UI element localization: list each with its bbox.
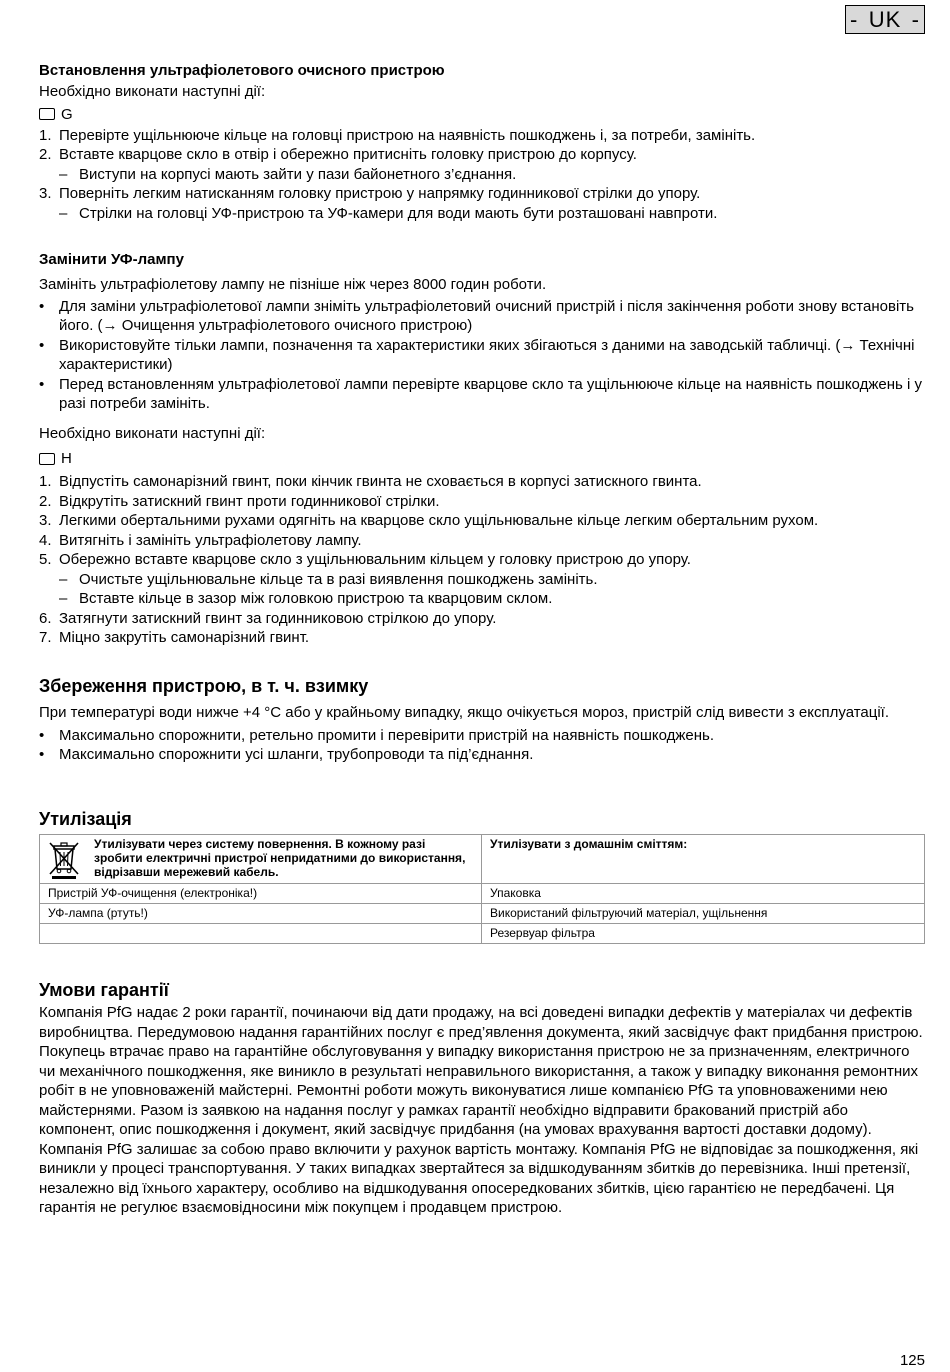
figure-reference (39, 105, 925, 124)
section-storage (39, 675, 925, 765)
disposal-table (39, 834, 925, 944)
warranty-text: Компанія PfG надає 2 роки гарантії, починаючи від дати продажу, на всі доведені випадки дефектів у матеріалах чи дефектів виробництва. Передумовою надання гарантійних послуг є пред’явлення документа, який засвідчує факт придбання пристрою. Покупець втрачає право на гарантійне обслуговування у випадку використання пристрою не за призначенням, електричного чи механічного пошкодження, яке виникло в результаті неправильного використання, а також у випадку виконання ремонтних робіт в не уповноваженій майстерні. Ремонтні роботи можуть виконуватися лише компанією PfG та уповноваженими нею майстернями. Разом із заявкою на надання послуг у рамках гарантії необхідно відправити бракований пристрій або компонент, опис пошкодження і документ, який засвідчує придбання (на умовах врахування вартості доставки додому). Компанія PfG залишає за собою право включити у рахунок вартість монтажу. Компанія PfG не відповідає за пошкодження, які виникли у процесі транспортування. У таких випадках звертайтеся за відшкодуванням збитків до перевізника. Інші претензії, незалежно від їхнього характеру, особливо на відшкодування опосередкованих збитків, цією гарантією не передбачені. Ця гарантія не регулює взаємовідносини між покупцем і продавцем пристрою. (39, 1004, 923, 1216)
step-number: 2. (39, 146, 52, 163)
intro-text: При температурі води нижче +4 °C або у крайньому випадку, якщо очікується мороз, пристрій слід вивести з експлуатації. (39, 704, 890, 721)
bullet-item (39, 336, 925, 375)
table-row (40, 884, 925, 904)
dash-marker: – (59, 570, 68, 588)
figure-label: H (61, 450, 72, 467)
step-item (39, 145, 925, 165)
section-title: Умови гарантії (39, 980, 169, 1000)
intro-text: Замініть ультрафіолетову лампу не пізніше ніж через 8000 годин роботи. (39, 276, 547, 293)
section-warranty (39, 979, 925, 1218)
steps-list (39, 472, 925, 648)
steps-list (39, 126, 925, 224)
bullet-text: Максимально спорожнити усі шланги, трубопроводи та під’єднання. (59, 746, 534, 763)
bullet-icon: • (39, 726, 45, 744)
bullet-list (39, 297, 925, 414)
step-text: Відкрутіть затискний гвинт проти годинникової стрілки. (59, 492, 440, 510)
bullet-item (39, 375, 925, 414)
step-text: Затягнути затискний гвинт за годинниковою стрілкою до упору. (59, 609, 497, 627)
bullet-text: Максимально спорожнити, ретельно промити і перевірити пристрій на наявність пошкоджень. (59, 726, 715, 744)
bullet-text: Для заміни ультрафіолетової лампи зніміть ультрафіолетовий очисний пристрій і після закінчення роботи знову встановіть його. (→ Очищення ультрафіолетового очисного пристрою) (59, 297, 914, 334)
step-item (39, 492, 925, 512)
cell-household: Використаний фільтруючий матеріал, ущільнення (482, 904, 925, 924)
step-text: Легкими обертальними рухами одягніть на кварцове скло ущільнювальне кільце легким обертальним рухом. (59, 512, 819, 529)
section-title: Утилізація (39, 809, 132, 829)
step-item (39, 628, 925, 648)
step-number: 6. (39, 609, 52, 627)
dash-left: - (850, 7, 859, 32)
intro-text: Необхідно виконати наступні дії: (39, 83, 266, 100)
sub-step-item (39, 589, 925, 609)
cell-return: УФ-лампа (ртуть!) (40, 904, 482, 924)
language-code: UK (868, 7, 902, 32)
figure-reference (39, 449, 925, 468)
step-number: 4. (39, 531, 52, 549)
table-row (40, 904, 925, 924)
step-text: Вставте кварцове скло в отвір і обережно притисніть головку пристрою до корпусу. (59, 146, 637, 163)
step-number: 7. (39, 629, 52, 646)
bullet-text: Перед встановленням ультрафіолетової лампи перевірте кварцове скло та ущільнююче кільце на наявність пошкоджень і у разі потреби замініть. (59, 375, 922, 412)
step-text: Стрілки на головці УФ-пристрою та УФ-камери для води мають бути розташовані навпроти. (79, 204, 718, 222)
step-item (39, 511, 925, 531)
bullet-item (39, 745, 925, 765)
cell-household: Резервуар фільтра (482, 924, 925, 944)
figure-icon (39, 108, 55, 120)
sub-step-item (39, 570, 925, 590)
step-number: 1. (39, 126, 52, 144)
table-row (40, 924, 925, 944)
bullet-icon: • (39, 375, 45, 393)
step-number: 2. (39, 492, 52, 510)
step-number: 5. (39, 551, 52, 568)
step-item (39, 184, 925, 204)
dash-marker: – (59, 165, 68, 183)
header-text-return: Утилізувати через систему повернення. В кожному разі зробити електричні пристрої непридатними до використання, відрізавши мережевий кабель. (94, 837, 466, 879)
language-tag (845, 5, 925, 34)
crossed-out-bin-icon (44, 838, 86, 880)
figure-label: G (61, 105, 73, 123)
figure-icon (39, 453, 55, 465)
step-text: Витягніть і замініть ультрафіолетову лампу. (59, 531, 362, 549)
step-text: Міцно закрутіть самонарізний гвинт. (59, 629, 310, 646)
dash-right: - (911, 7, 920, 32)
cell-return: Пристрій УФ-очищення (електроніка!) (40, 884, 482, 904)
bullet-icon: • (39, 297, 45, 315)
intro-text-2: Необхідно виконати наступні дії: (39, 424, 266, 442)
bullet-item (39, 297, 925, 336)
step-text: Перевірте ущільнююче кільце на головці пристрою на наявність пошкоджень і, за потреби, замініть. (59, 126, 756, 144)
bullet-text: Використовуйте тільки лампи, позначення та характеристики яких збігаються з даними на заводській табличці. (→ Технічні характеристики) (59, 336, 915, 373)
section-disposal (39, 808, 925, 944)
step-item (39, 550, 925, 570)
step-text: Очистьте ущільнювальне кільце та в разі виявлення пошкоджень замініть. (79, 570, 598, 588)
step-number: 3. (39, 185, 52, 202)
sub-step-item (39, 165, 925, 185)
step-item (39, 531, 925, 551)
section-title: Замінити УФ-лампу (39, 251, 184, 268)
section-title: Встановлення ультрафіолетового очисного пристрою (39, 62, 445, 79)
header-cell-return (40, 835, 482, 884)
cell-household: Упаковка (482, 884, 925, 904)
cell-return (40, 924, 482, 944)
step-item (39, 126, 925, 146)
dash-marker: – (59, 590, 68, 607)
step-text: Відпустіть самонарізний гвинт, поки кінчик гвинта не сховається в корпусі затискного гвинта. (59, 473, 702, 490)
table-header-row (40, 835, 925, 884)
step-number: 1. (39, 473, 52, 490)
step-text: Виступи на корпусі мають зайти у пази байонетного з’єднання. (79, 165, 517, 183)
bullet-list (39, 726, 925, 765)
page-number: 125 (899, 1352, 925, 1369)
step-item (39, 472, 925, 492)
bullet-icon: • (39, 746, 45, 763)
bullet-item (39, 726, 925, 746)
step-item (39, 609, 925, 629)
section-uv-install (39, 61, 925, 223)
step-text: Вставте кільце в зазор між головкою пристрою та кварцовим склом. (79, 590, 553, 607)
dash-marker: – (59, 204, 68, 222)
step-text: Поверніть легким натисканням головку пристрою у напрямку годинникової стрілки до упору. (59, 185, 701, 202)
step-text: Обережно вставте кварцове скло з ущільнювальним кільцем у головку пристрою до упору. (59, 551, 691, 568)
bullet-icon: • (39, 336, 45, 354)
section-replace-lamp (39, 250, 925, 648)
step-number: 3. (39, 512, 52, 529)
section-title: Збереження пристрою, в т. ч. взимку (39, 676, 369, 696)
header-cell-household: Утилізувати з домашнім сміттям: (482, 835, 925, 884)
sub-step-item (39, 204, 925, 224)
